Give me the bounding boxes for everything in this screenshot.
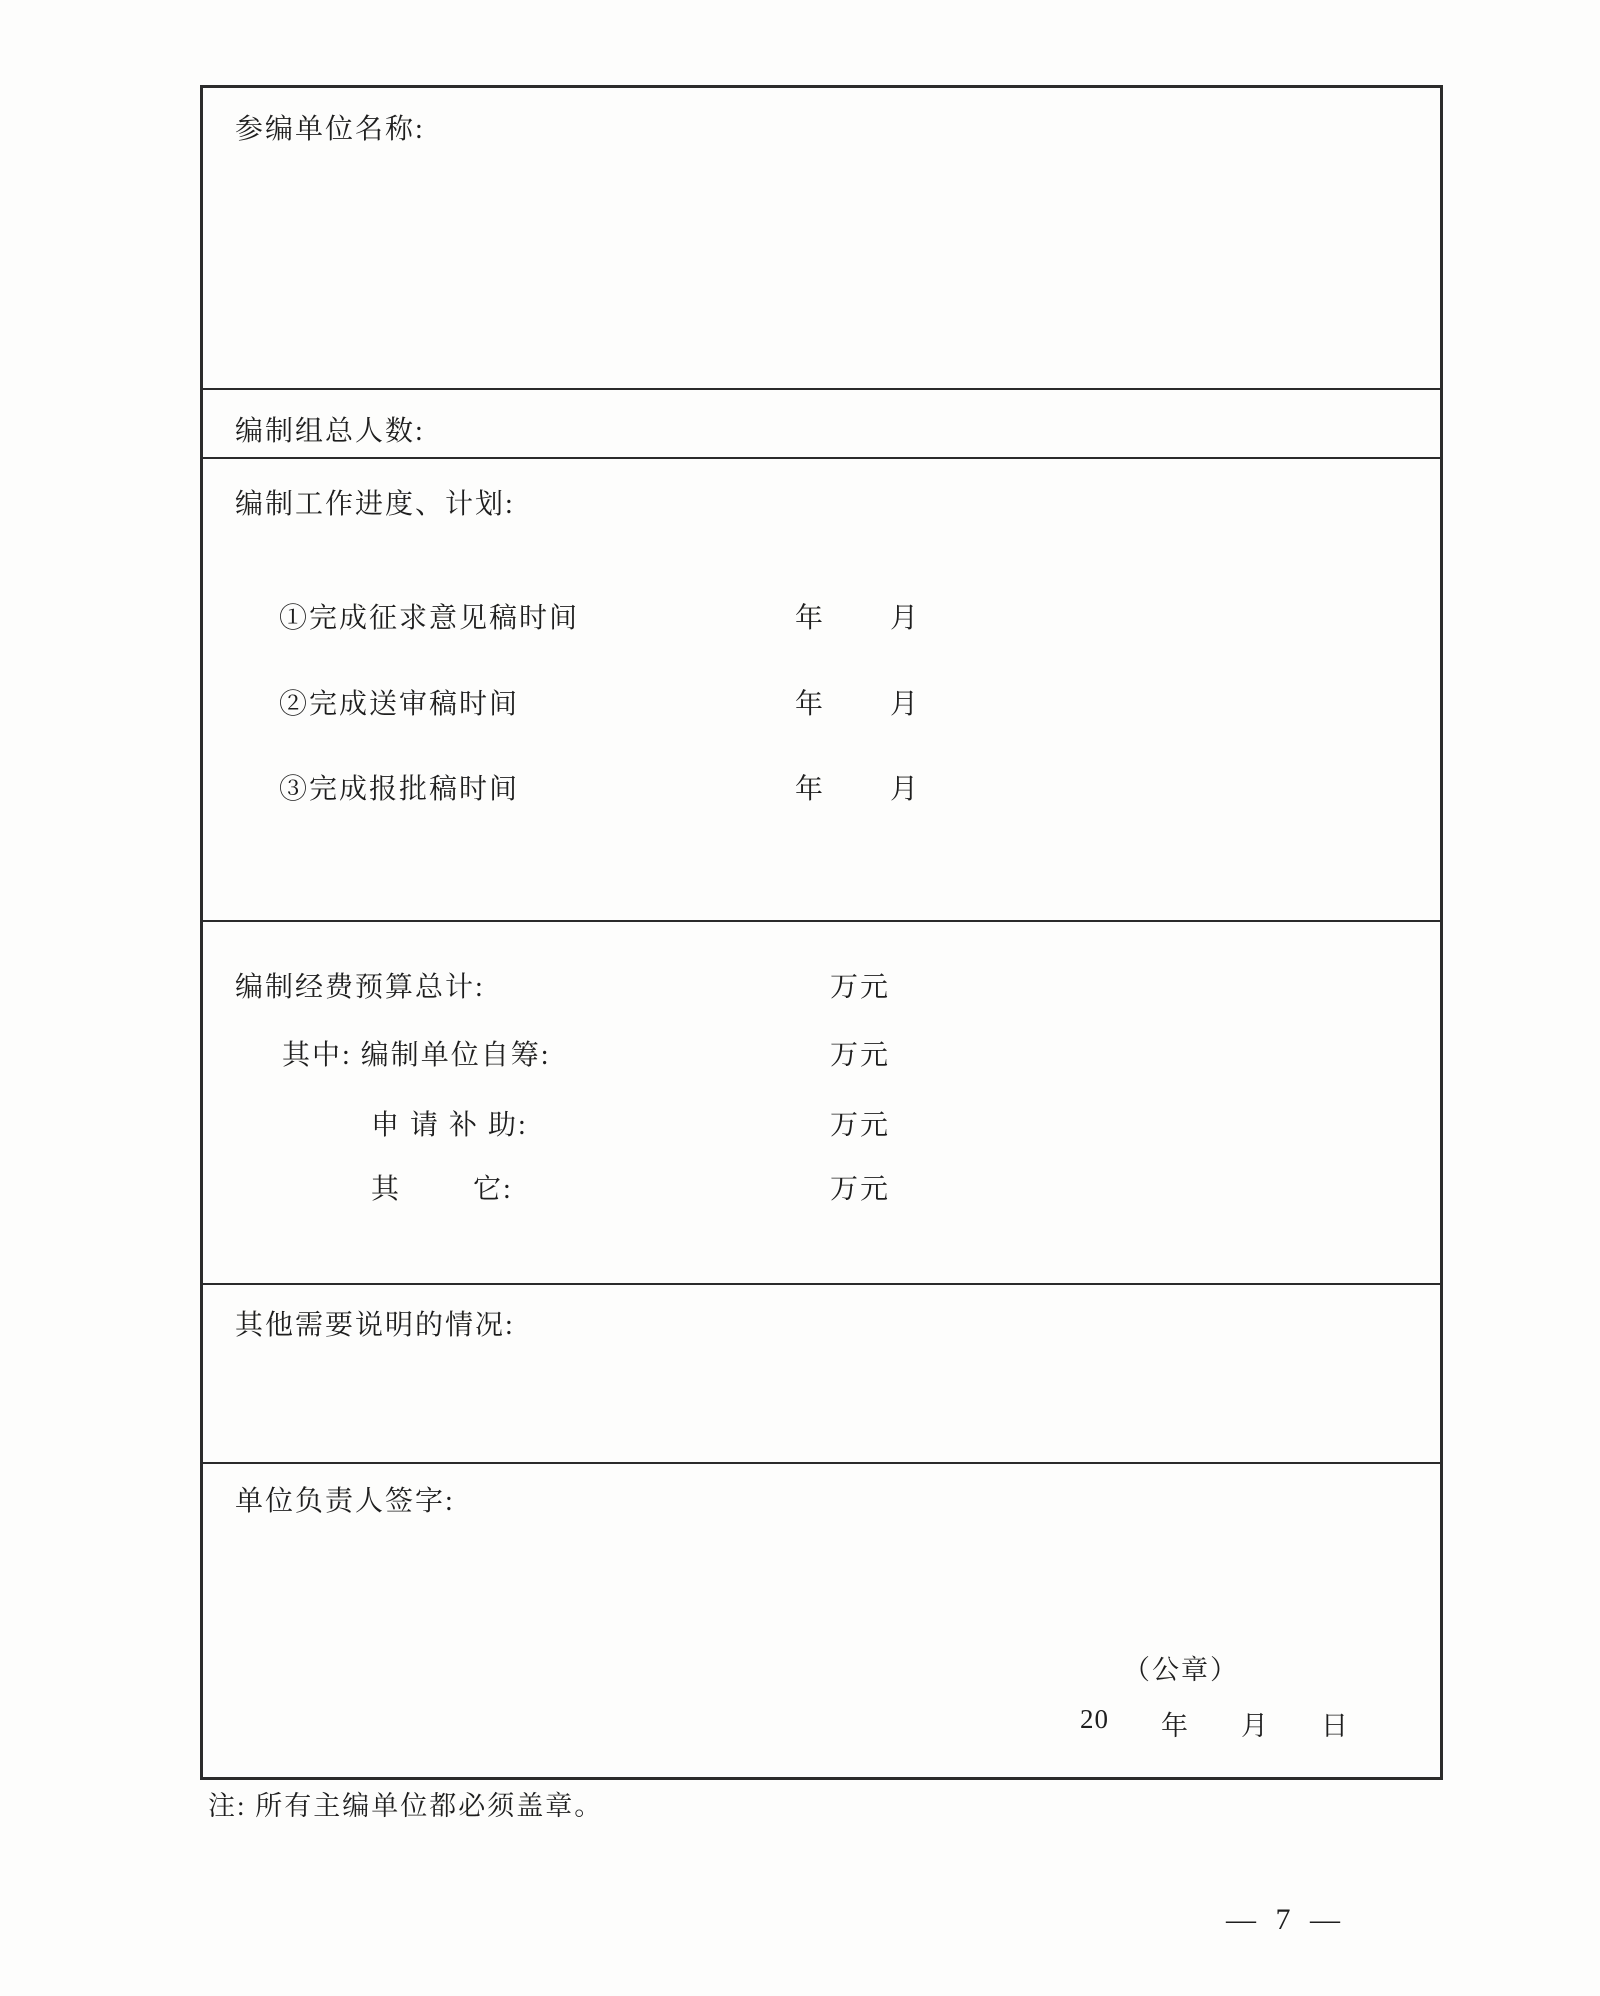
budget-subsidy-label: 申 请 补 助:	[371, 1110, 528, 1141]
date-year-prefix: 20	[1080, 1704, 1109, 1734]
budget-other-unit-label: 万元	[830, 1174, 891, 1205]
official-seal-label: （公章）	[1123, 1655, 1239, 1685]
budget-self-raised-unit-label: 万元	[830, 1040, 891, 1071]
other-notes-label: 其他需要说明的情况:	[235, 1310, 515, 1341]
budget-total-unit-label: 万元	[830, 972, 891, 1003]
budget-cell	[203, 920, 1440, 1283]
progress-heading: 编制工作进度、计划:	[235, 489, 515, 520]
team-size-cell	[203, 388, 1440, 457]
date-month-label: 月	[1241, 1711, 1269, 1741]
date-year-label: 年	[1161, 1711, 1189, 1741]
team-size-label: 编制组总人数:	[235, 416, 425, 447]
date-line	[1080, 1704, 1349, 1743]
progress-item-2-year-label: 年	[795, 689, 826, 720]
progress-item-3-year-label: 年	[795, 774, 826, 805]
signature-cell	[203, 1462, 1440, 1775]
page-number: — 7 —	[1226, 1903, 1341, 1936]
progress-item-1-year-label: 年	[795, 603, 826, 634]
progress-item-1-label: ①完成征求意见稿时间	[279, 603, 580, 634]
other-notes-cell	[203, 1283, 1440, 1462]
signature-label: 单位负责人签字:	[235, 1486, 455, 1517]
budget-other-label: 其 它:	[371, 1174, 513, 1205]
progress-item-2-label: ②完成送审稿时间	[279, 689, 520, 720]
progress-item-3-month-label: 月	[890, 774, 921, 805]
participating-units-cell	[203, 88, 1440, 388]
budget-subsidy-unit-label: 万元	[830, 1110, 891, 1141]
participating-units-label: 参编单位名称:	[235, 114, 425, 145]
progress-item-2-month-label: 月	[890, 689, 921, 720]
progress-item-3-label: ③完成报批稿时间	[279, 774, 520, 805]
progress-cell	[203, 457, 1440, 920]
form-table	[200, 85, 1443, 1780]
budget-total-label: 编制经费预算总计:	[235, 972, 485, 1003]
budget-self-raised-label: 其中: 编制单位自筹:	[282, 1040, 551, 1071]
progress-item-1-month-label: 月	[890, 603, 921, 634]
date-day-label: 日	[1321, 1711, 1349, 1741]
footnote: 注: 所有主编单位都必须盖章。	[208, 1791, 604, 1821]
